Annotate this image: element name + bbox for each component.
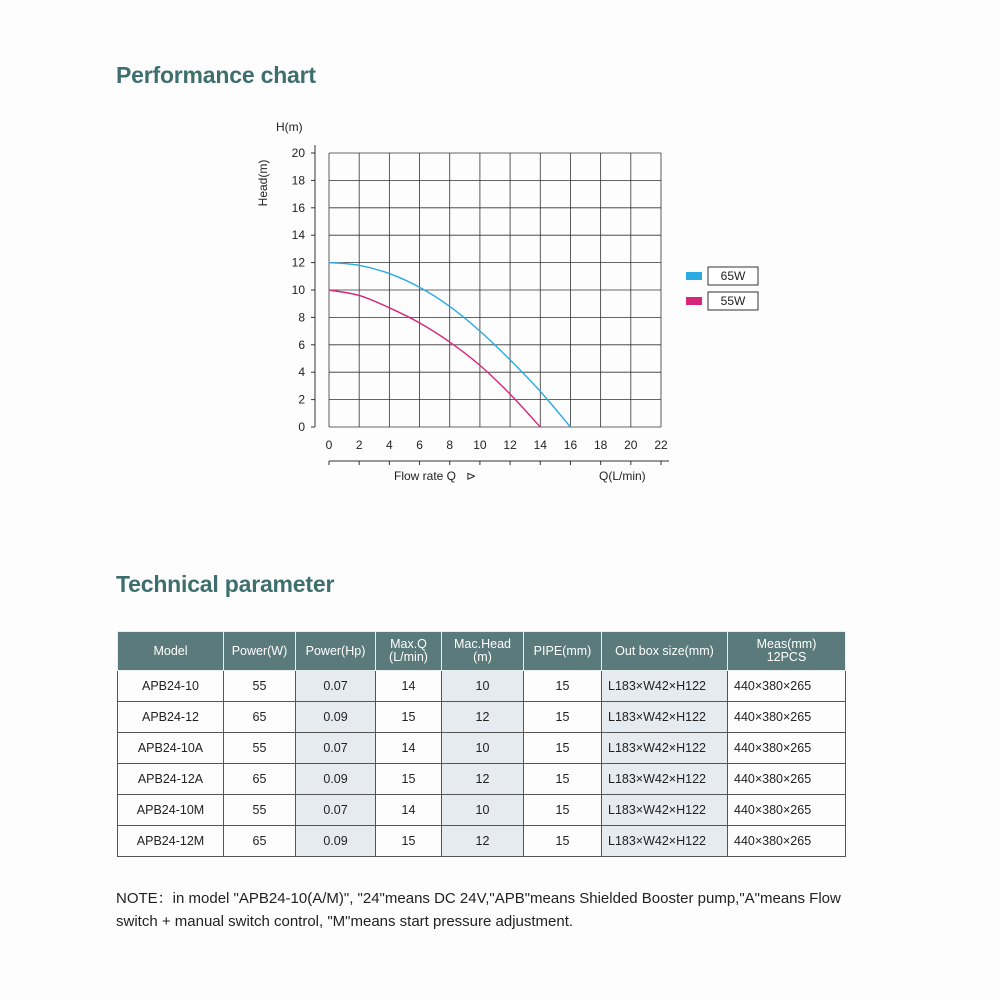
y-tick-label: 20: [291, 146, 305, 160]
y-axis-title: Head(m): [256, 159, 270, 207]
table-cell: 0.07: [296, 733, 376, 764]
y-tick-label: 10: [291, 283, 305, 297]
technical-parameter-table: [117, 631, 846, 857]
table-row: [118, 702, 846, 733]
table-cell: 65: [224, 826, 296, 857]
y-tick-label: 2: [298, 392, 305, 407]
y-tick-label: 0: [298, 420, 305, 434]
table-row: [118, 795, 846, 826]
legend-label-65w: 65W: [720, 269, 746, 283]
table-cell: 12: [442, 764, 524, 795]
table-cell: 14: [376, 671, 442, 702]
table-header-text: Out box size(mm): [615, 643, 714, 658]
x-axis-unit-label: Q(L/min): [599, 469, 646, 483]
x-tick-label: 20: [624, 438, 638, 452]
x-axis-arrow-icon: ⊳: [466, 469, 477, 483]
table-cell: 12: [442, 826, 524, 857]
x-tick-label: 2: [355, 438, 363, 452]
table-header-row: [118, 632, 846, 671]
x-axis-title: Flow rate Q: [394, 469, 457, 483]
table-cell: 14: [376, 733, 442, 764]
table-cell: 440×380×265: [728, 764, 846, 795]
table-cell: 15: [524, 764, 602, 795]
y-axis-unit-label: H(m): [276, 120, 303, 134]
table-cell: APB24-10M: [118, 795, 224, 826]
table-cell: 0.07: [296, 795, 376, 826]
table-header-cell: [296, 632, 376, 671]
table-cell: 15: [524, 733, 602, 764]
table-header-text: Mac.Head: [454, 637, 511, 651]
performance-chart-heading: Performance chart: [116, 62, 316, 88]
technical-parameter-heading: Technical parameter: [116, 571, 335, 597]
table-header-text: Power(Hp): [305, 643, 366, 658]
table-body: [118, 671, 846, 857]
table-cell: APB24-12M: [118, 826, 224, 857]
table-cell: L183×W42×H122: [602, 826, 728, 857]
x-tick-label: 16: [563, 438, 578, 452]
table-cell: 0.09: [296, 764, 376, 795]
y-tick-label: 12: [291, 255, 305, 270]
table-row: [118, 671, 846, 702]
table-cell: 15: [524, 702, 602, 733]
table-cell: 10: [442, 671, 524, 702]
table-header-text: (m): [473, 650, 492, 664]
table-cell: L183×W42×H122: [602, 702, 728, 733]
table-cell: 0.09: [296, 826, 376, 857]
table-cell: 55: [224, 733, 296, 764]
table-cell: 15: [524, 826, 602, 857]
x-tick-label: 10: [473, 438, 487, 452]
table-cell: L183×W42×H122: [602, 795, 728, 826]
model-note: NOTE：in model "APB24-10(A/M)", "24"means DC 24V,"APB"means Shielded Booster pump,"A"means Flow switch + manual switch control, "M"means start pressure adjustment.: [116, 890, 841, 930]
table-cell: 15: [376, 702, 442, 733]
y-tick-label: 18: [291, 173, 305, 188]
table-cell: 15: [524, 671, 602, 702]
table-cell: 65: [224, 702, 296, 733]
table-header-cell: [442, 632, 524, 671]
x-tick-label: 14: [533, 438, 547, 452]
table-cell: L183×W42×H122: [602, 671, 728, 702]
legend-swatch-65w: [686, 272, 702, 280]
table-header-text: PIPE(mm): [533, 643, 592, 658]
table-cell: 0.09: [296, 702, 376, 733]
table-cell: 55: [224, 795, 296, 826]
table-row: [118, 826, 846, 857]
table-row: [118, 733, 846, 764]
table-header-cell: [118, 632, 224, 671]
y-tick-label: 14: [291, 228, 305, 243]
x-tick-label: 12: [503, 438, 517, 452]
table-header-cell: [524, 632, 602, 671]
table-cell: 12: [442, 702, 524, 733]
table-cell: 10: [442, 733, 524, 764]
table-header-cell: [602, 632, 728, 671]
x-tick-label: 0: [325, 438, 333, 452]
performance-chart-svg: [250, 110, 780, 500]
table-cell: 440×380×265: [728, 795, 846, 826]
x-tick-label: 6: [416, 438, 423, 452]
table-cell: APB24-10: [118, 671, 224, 702]
table-header-text: Model: [153, 643, 188, 658]
table-cell: 440×380×265: [728, 733, 846, 764]
table-cell: 440×380×265: [728, 826, 846, 857]
table-cell: L183×W42×H122: [602, 733, 728, 764]
table-cell: L183×W42×H122: [602, 764, 728, 795]
table-header-cell: [224, 632, 296, 671]
x-tick-label: 18: [593, 438, 608, 452]
table-cell: APB24-12: [118, 702, 224, 733]
table-cell: 15: [376, 764, 442, 795]
x-tick-label: 22: [654, 438, 668, 452]
y-tick-label: 16: [291, 200, 305, 215]
y-tick-label: 6: [298, 337, 305, 352]
table-cell: 10: [442, 795, 524, 826]
legend-label-55w: 55W: [720, 294, 746, 308]
table-cell: 55: [224, 671, 296, 702]
table-cell: 14: [376, 795, 442, 826]
table-header-cell: [728, 632, 846, 671]
table-header-text: (L/min): [389, 650, 428, 664]
y-tick-label: 8: [298, 310, 305, 325]
table-cell: 0.07: [296, 671, 376, 702]
y-tick-label: 4: [298, 365, 305, 380]
x-tick-label: 8: [446, 438, 454, 452]
table-cell: 65: [224, 764, 296, 795]
table-cell: APB24-10A: [118, 733, 224, 764]
table-cell: 15: [376, 826, 442, 857]
table-cell: 440×380×265: [728, 702, 846, 733]
x-tick-label: 4: [386, 438, 393, 452]
table-header-cell: [376, 632, 442, 671]
legend-swatch-55w: [686, 297, 702, 305]
table-header-text: 12PCS: [766, 650, 807, 664]
table-header-text: Power(W): [231, 643, 288, 658]
table-row: [118, 764, 846, 795]
table-cell: 440×380×265: [728, 671, 846, 702]
performance-chart: [250, 110, 780, 500]
table-header-text: Max.Q: [390, 637, 427, 651]
table-cell: 15: [524, 795, 602, 826]
table-header-text: Meas(mm): [756, 637, 817, 651]
table-cell: APB24-12A: [118, 764, 224, 795]
